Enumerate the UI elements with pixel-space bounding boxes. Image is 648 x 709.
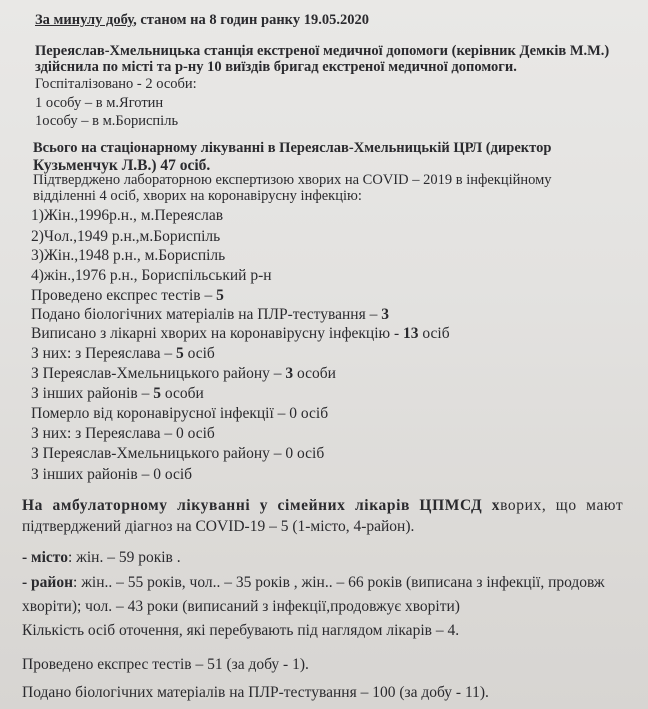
discharged-district-value: 3	[285, 365, 294, 382]
discharged-district-line	[31, 365, 336, 382]
hospitalized-dest-1: 1 особу – в м.Яготин	[35, 95, 164, 111]
discharged-city-suffix: осіб	[183, 345, 215, 362]
discharged-district-suffix: особи	[293, 365, 336, 382]
patient-3: 3)Жін.,1948 р.н., м.Бориспіль	[31, 247, 226, 264]
discharged-city-value: 5	[175, 345, 184, 362]
hospital-title-1: Всього на стаціонарному лікуванні в Переяслав-Хмельницькій ЦРЛ (директор	[33, 140, 552, 156]
outpatient-city-line	[22, 549, 181, 566]
pcr-label: Подано біологічних матеріалів на ПЛР-тестування –	[31, 306, 382, 323]
outpatient-city-label: - місто	[22, 549, 68, 566]
discharged-value: 13	[403, 325, 419, 342]
discharged-city-line	[31, 345, 215, 362]
heading-rest: , станом на 8 годин ранку 19.05.2020	[133, 12, 369, 28]
discharged-line	[31, 325, 450, 342]
confirmed-line-1: Підтверджено лабораторною експертизою хворих на COVID – 2019 в інфекційному	[33, 172, 552, 188]
ambulance-line-1: Переяслав-Хмельницька станція екстреної медичної допомоги (керівник Демків М.М.)	[35, 43, 610, 59]
died-line: Померло від коронавірусної інфекції – 0 осіб	[31, 405, 329, 422]
hospitalized-line: Госпіталізовано - 2 особи:	[35, 76, 197, 92]
outpatient-district-line	[22, 574, 605, 591]
outpatient-intro-bold: На амбулаторному лікуванні у сімейних лікарів ЦПМСД х	[22, 497, 501, 514]
died-district-line: З Переяслав-Хмельницького району – 0 осіб	[31, 445, 325, 462]
discharged-other-suffix: особи	[160, 385, 204, 402]
discharged-other-line	[31, 385, 204, 402]
outpatient-line-2: підтверджений діагноз на COVID-19 – 5 (1-місто, 4-район).	[22, 518, 415, 535]
discharged-other-value: 5	[153, 385, 161, 402]
patient-4: 4)жін.,1976 р.н., Бориспільський р-н	[31, 267, 272, 284]
died-other-line: З інших районів – 0 осіб	[31, 466, 193, 483]
hospital-title-2: Кузьменчук Л.В.) 47 осіб.	[33, 157, 211, 174]
pcr-line	[31, 306, 389, 323]
hospitalized-dest-2: 1особу – в м.Бориспіль	[35, 113, 179, 129]
express-tests-line	[31, 287, 224, 304]
patient-2: 2)Чол.,1949 р.н.,м.Бориспіль	[31, 228, 221, 245]
discharged-city-label: З них: з Переяслава –	[31, 345, 176, 362]
express-tests-label: Проведено експрес тестів –	[31, 287, 217, 304]
ambulance-line-2: здійснила по місті та р-ну 10 виїздів бригад екстреної медичної допомоги.	[35, 59, 517, 75]
outpatient-pcr: Подано біологічних матеріалів на ПЛР-тестування – 100 (за добу - 11).	[22, 684, 489, 701]
outpatient-intro	[22, 497, 623, 514]
outpatient-city-text: : жін. – 59 років .	[67, 549, 181, 566]
report-heading	[35, 12, 369, 29]
discharged-label: Виписано з лікарні хворих на коронавірусну інфекцію -	[31, 325, 403, 342]
discharged-other-label: З інших районів –	[31, 385, 154, 402]
outpatient-district-text: : жін.. – 55 років, чол.. – 35 років , жін.. – 66 років (виписана з інфекції, продовж	[73, 574, 605, 591]
pcr-value: 3	[381, 306, 389, 323]
outpatient-district-label: - район	[22, 574, 74, 591]
outpatient-express: Проведено експрес тестів – 51 (за добу - 1).	[22, 656, 309, 673]
patient-1: 1)Жін.,1996р.н., м.Переяслав	[31, 207, 224, 224]
died-city-line: З них: з Переяслава – 0 осіб	[31, 425, 215, 442]
outpatient-line-5: хворіти); чол. – 43 роки (виписаний з інфекції,продовжує хворіти)	[22, 598, 460, 615]
express-tests-value: 5	[216, 287, 224, 304]
confirmed-line-2: відділенні 4 осіб, хворих на коронавірусну інфекцію:	[33, 188, 362, 204]
heading-underlined: За минулу добу	[35, 12, 134, 28]
discharged-district-label: З Переяслав-Хмельницького району –	[31, 365, 286, 382]
outpatient-contacts: Кількість осіб оточення, які перебувають під наглядом лікарів – 4.	[22, 622, 460, 639]
outpatient-intro-rest: ворих, що мают	[500, 497, 624, 514]
discharged-suffix: осіб	[418, 325, 450, 342]
